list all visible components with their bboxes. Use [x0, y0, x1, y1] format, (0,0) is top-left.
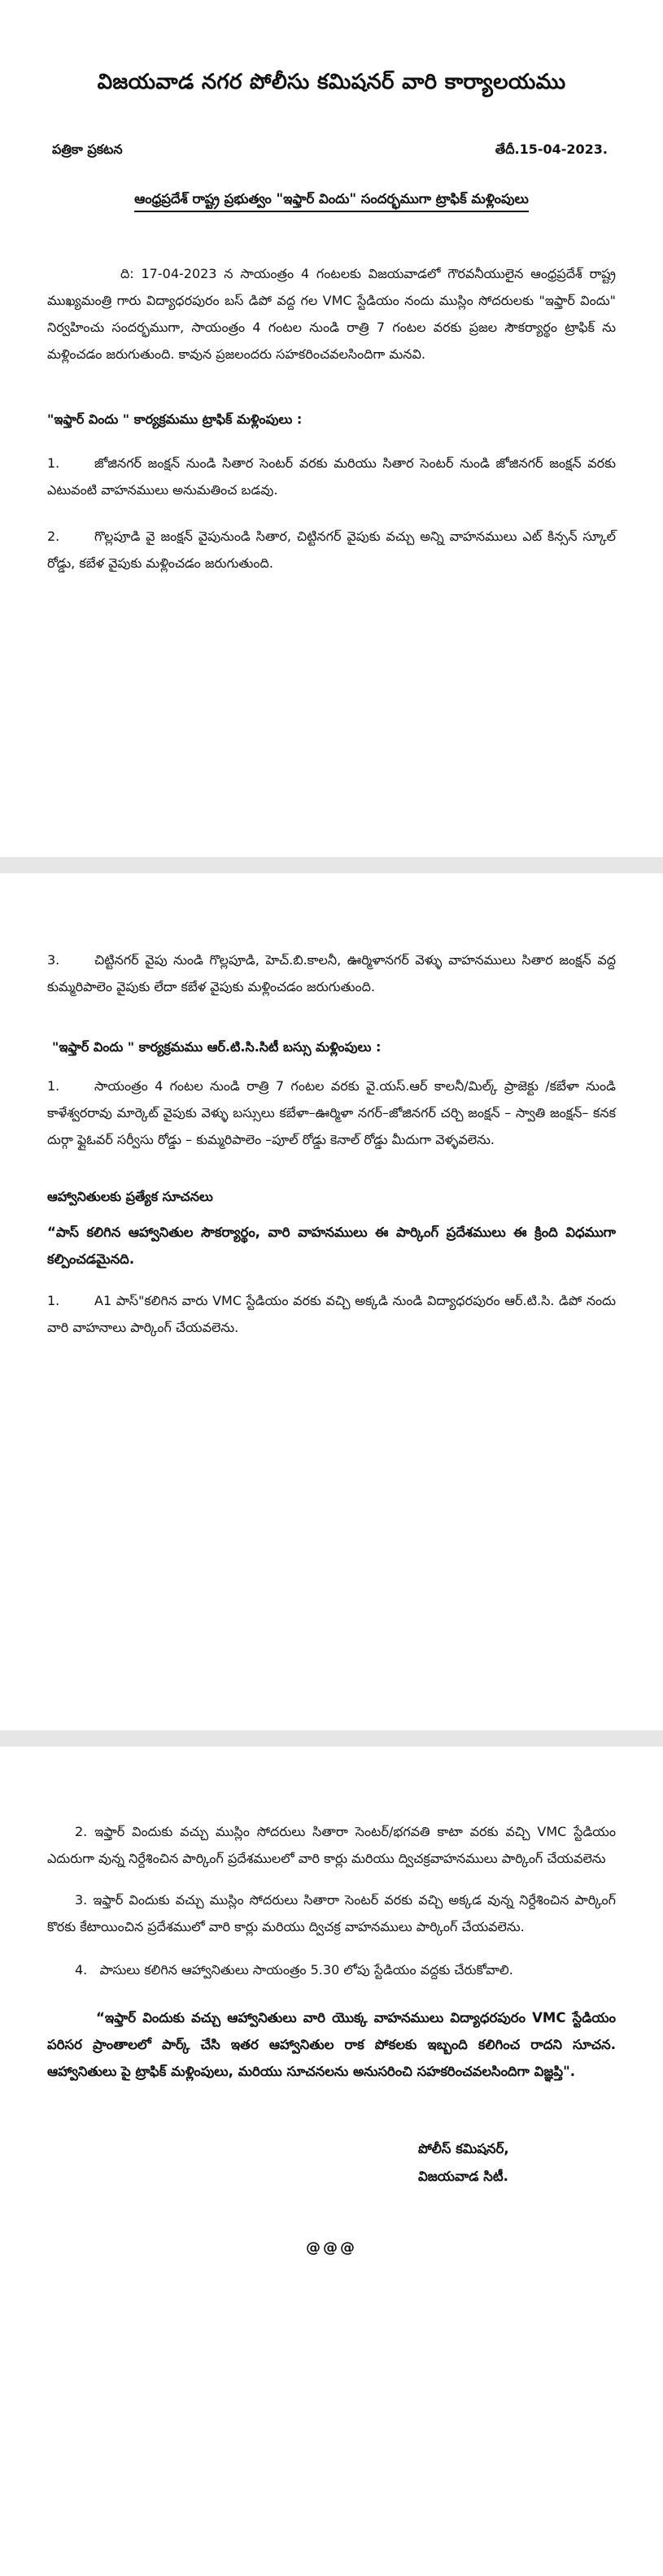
item-text: గొల్లపూడి వై జంక్షన్ వైపునుండి సితార, చిట్టినగర్ వైపుకు వచ్చు అన్ని వాహనములు ఎట్ కిన్సన్ స్కూల్ రోడ్డు, కబేళ వైపుకు మళ్లించడం జరుగుతుంది.: [47, 529, 616, 571]
signature-city: విజయవాడ సిటీ.: [418, 2169, 508, 2184]
bus-diversion-heading: "ఇఫ్తార్ విందు " కార్యక్రమము ఆర్.టి.సి.సిటీ బస్సు మళ్లింపులు :: [52, 1039, 382, 1055]
subject-line: [47, 191, 616, 210]
guest-parking-item-3: [47, 1886, 616, 1940]
intro-paragraph: ది: 17-04-2023 న సాయంత్రం 4 గంటలకు విజయవాడలో గౌరవనీయులైన ఆంధ్రప్రదేశ్ రాష్ట్ర ముఖ్యమంత్రి గారు విద్యాధరపురం బస్ డిపో వద్ద గల VMC స్టేడియం నందు ముస్లిం సోదరులకు "ఇఫ్తార్ విందు" నిర్వహించు సందర్భముగా, సాయంత్రం 4 గంటల నుండి రాత్రి 7 గంటల వరకు ప్రజల సౌకర్యార్థం ట్రాఫిక్ ను మళ్లించడం జరుగుతుంది. కావున ప్రజలందరు సహకరించవలసిందిగా మనవి.: [47, 266, 616, 362]
item-number: 3.: [75, 1892, 88, 1908]
diversion-item-1: [47, 450, 616, 503]
item-text: ఇఫ్తార్ విందుకు వచ్చు ముస్లిం సోదరులు సితారా సెంటర్/భగవతి కాటా వరకు వచ్చి VMC స్టేడియం ఎదురుగా వున్న నిర్దేశించిన పార్కింగ్ ప్రదేశములలో వారి కార్లు మరియు ద్విచక్రవాహనములు పార్కింగ్ చేయవలెను: [47, 1824, 616, 1866]
item-text: జోజినగర్ జంక్షన్ నుండి సితార సెంటర్ వరకు మరియు సితార సెంటర్ నుండి జోజినగర్ జంక్షన్ వరకు ఎటువంటి వాహనములు అనుమతించ బడవు.: [47, 455, 616, 498]
guest-parking-item-2: [47, 1818, 616, 1872]
office-title: విజయవాడ నగర పోలీసు కమిషనర్ వారి కార్యాలయము: [97, 70, 566, 94]
diversion-item-2: [47, 523, 616, 577]
press-release-label: పత్రికా ప్రకటన: [52, 141, 123, 157]
traffic-diversion-heading: "ఇఫ్తార్ విందు " కార్యక్రమము ట్రాఫిక్ మళ్లింపులు :: [47, 411, 303, 427]
item-text: ఇఫ్తార్ విందుకు వచ్చు ముస్లిం సోదరులు సితారా సెంటర్ వరకు వచ్చి అక్కడ వున్న నిర్దేశించిన పార్కింగ్ కొరకు కేటాయించిన ప్రదేశములో వారి కార్లు మరియు ద్విచక్ర వాహనములు పార్కింగ్ చేయవలెను.: [47, 1892, 616, 1934]
press-meta-row: [47, 141, 616, 160]
document-page-1: [0, 0, 663, 857]
bus-diversion-item-1: [47, 1073, 616, 1153]
item-number: 1.: [47, 455, 60, 471]
guest-parking-item-1: [47, 1287, 616, 1341]
guests-parking-intro: “పాస్ కలిగిన ఆహ్వానితుల సౌకర్యార్థం, వారి వాహనములు ఈ పార్కింగ్ ప్రదేశములు ఈ క్రింది విధముగా కల్పించడమైనది.: [47, 1225, 616, 1267]
item-number: 2.: [75, 1824, 88, 1839]
item-text: పాసులు కలిగిన ఆహ్వానితులు సాయంత్రం 5.30 లోపు స్టేడియం వద్దకు చేరుకోవాలి.: [99, 1962, 513, 1978]
document-page-2: [0, 873, 663, 1730]
item-text: A1 పాస్"కలిగిన వారు VMC స్టేడియం వరకు వచ్చి అక్కడి నుండి విద్యాధరపురం ఆర్.టి.సి. డిపో నందు వారి వాహనాలు పార్కింగ్ చేయవలెను.: [47, 1293, 616, 1335]
item-text: సాయంత్రం 4 గంటల నుండి రాత్రి 7 గంటల వరకు వై.యస్.ఆర్ కాలనీ/మిల్క్ ప్రాజెక్టు /కబేళా నుండి కాళేశ్వరరావు మార్కెట్ వైపుకు వెళ్ళు బస్సులు కబేళా–ఊర్మిళా నగర్–జోజినగర్ చర్చి జంక్షన్ – స్వాతి జంక్షన్– కనక దుర్గా ఫ్లైఓవర్ సర్వీసు రోడ్డు – కుమ్మరిపాలెం –పూల్ రోడ్డు కెనాల్ రోడ్డు మీదుగా వెళ్ళవలెను.: [47, 1078, 616, 1147]
press-date: తేదీ.15-04-2023.: [495, 141, 608, 157]
item-text: చిట్టినగర్ వైపు నుండి గొల్లపూడి, హెచ్.బి.కాలనీ, ఊర్మిళానగర్ వెళ్ళు వాహనములు సితార జంక్షన్ వద్ద కుమ్మరిపాలెం వైపుకు లేదా కబేళ వైపుకు మళ్లించడం జరుగుతుంది.: [47, 952, 616, 994]
item-number: 2.: [47, 529, 60, 544]
document-page-3: [0, 1747, 663, 2576]
closing-request-paragraph: “ఇఫ్తార్ విందుకు వచ్చు ఆహ్వానితులు వారి యొక్క వాహనములు విద్యాధరపురం VMC స్టేడియం పరిసర ప్రాంతాలలో పార్క్ చేసి ఇతర ఆహ్వానితుల రాక పోకలకు ఇబ్బంది కలిగించ రాదని సూచన. ఆహ్వానితులు పై ట్రాఫిక్ మళ్లింపులు, మరియు సూచనలను అనుసరించి సహకరించవలసిందిగా విజ్ఞప్తి".: [47, 2010, 616, 2079]
guests-instructions-heading: ఆహ్వానితులకు ప్రత్యేక సూచనలు: [47, 1189, 213, 1204]
item-number: 1.: [47, 1293, 60, 1308]
end-of-document-mark: @@@: [306, 2239, 357, 2256]
diversion-item-3: [47, 946, 616, 1000]
signature-block: [418, 2135, 616, 2191]
item-number: 3.: [47, 952, 60, 968]
subject-text: ఆంధ్రప్రదేశ్ రాష్ట్ర ప్రభుత్వం "ఇఫ్తార్ విందు" సందర్భముగా ట్రాఫిక్ మళ్లింపులు: [134, 191, 529, 212]
signature-designation: పోలీస్ కమిషనర్,: [418, 2141, 509, 2156]
item-number: 1.: [47, 1078, 60, 1094]
guest-parking-item-4: [47, 1956, 616, 1983]
item-number: 4.: [75, 1962, 88, 1978]
